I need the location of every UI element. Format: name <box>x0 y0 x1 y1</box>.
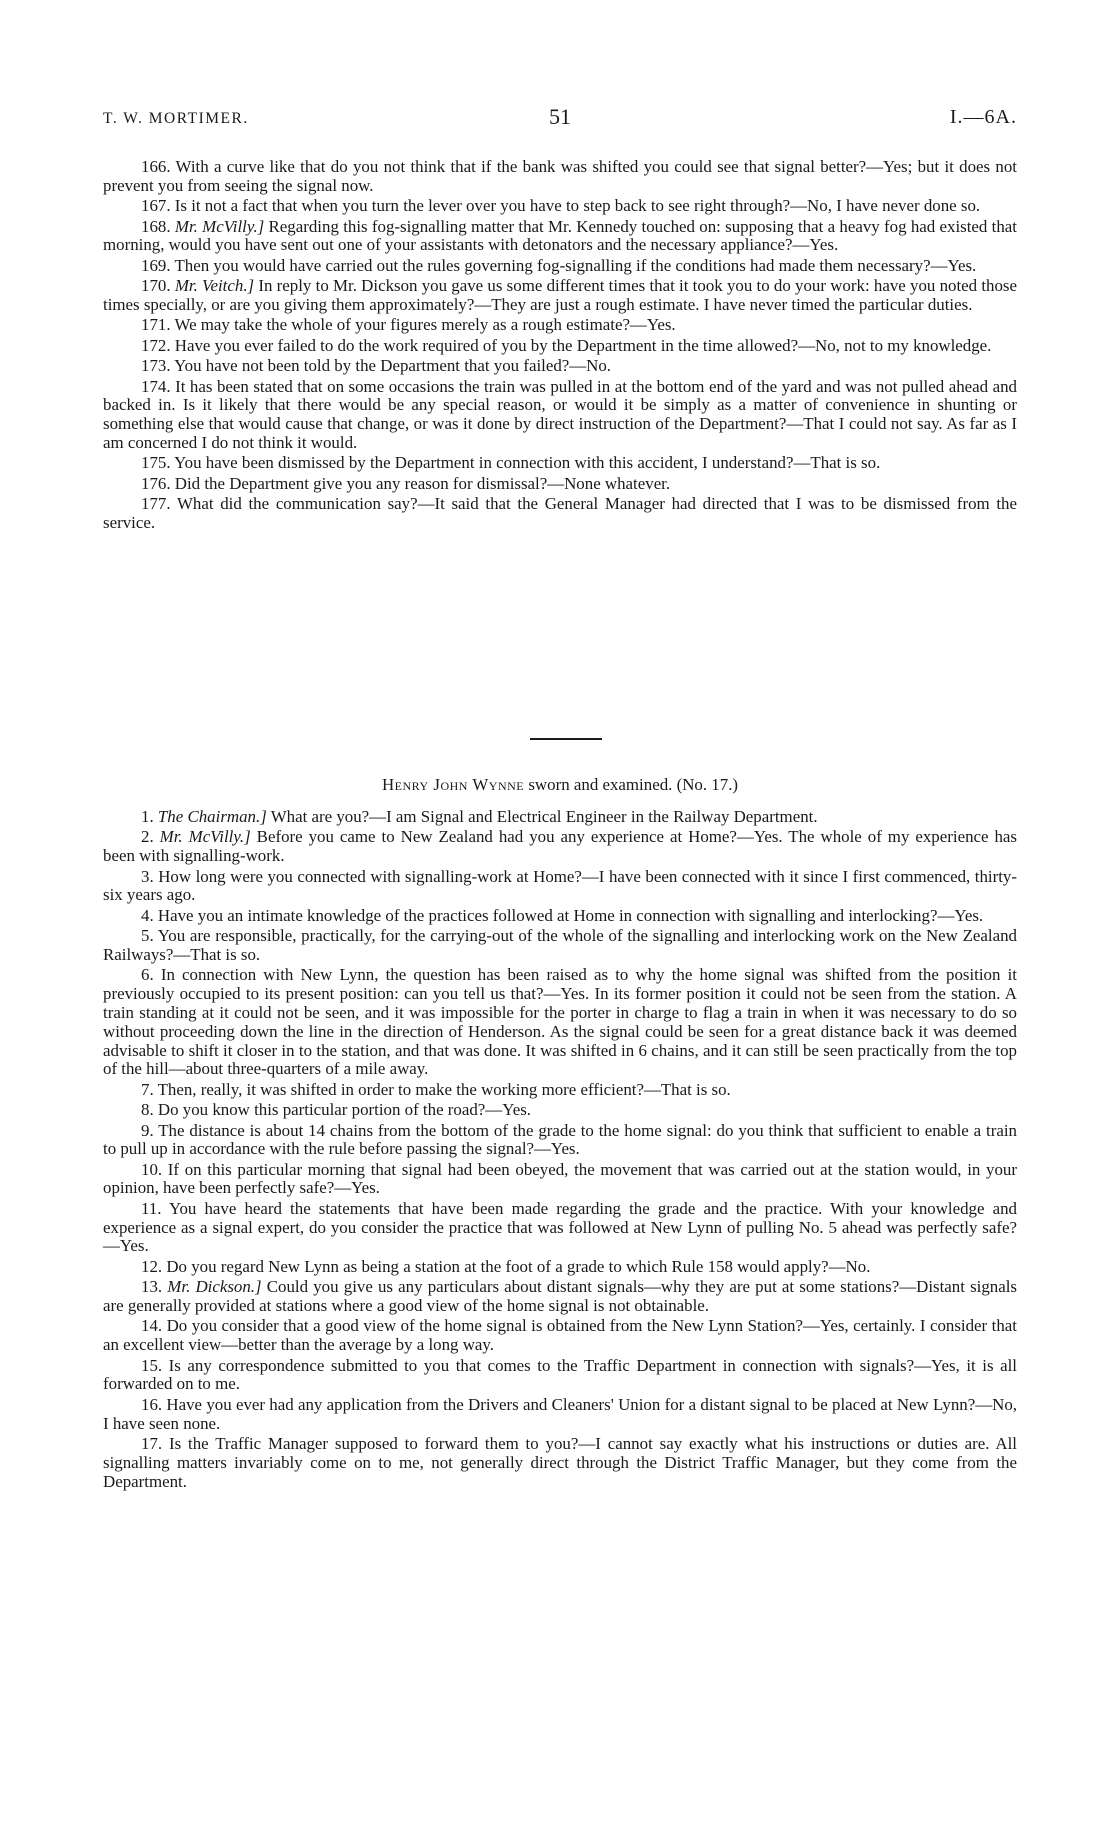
section-divider <box>530 738 602 740</box>
testimony-paragraph: 169. Then you would have carried out the rules governing fog-signalling if the conditions had made them necessary?—Yes. <box>141 255 977 275</box>
testimony-paragraph: 166. With a curve like that do you not think that if the bank was shifted you could see that signal better?—Yes; but it does not prevent you from seeing the signal now. <box>103 157 1017 195</box>
paper-reference: I.—6A. <box>949 106 1017 128</box>
mortimer-testimony <box>103 158 1017 534</box>
testimony-paragraph: 167. Is it not a fact that when you turn the lever over you have to step back to see right through?—No, I have never done so. <box>141 196 981 216</box>
question-text: In reply to Mr. Dickson you gave us some different times that it took you to do your work: have you noted those times specially, or are you giving them approximately?—They are just a rough estimate. I have never timed the particular duties. <box>103 276 1018 314</box>
testimony-paragraph: 7. Then, really, it was shifted in order to make the working more efficient?—That is so. <box>141 1079 731 1099</box>
speaker-name: Mr. Veitch.] <box>174 276 255 296</box>
speaker-name: Mr. McVilly.] <box>174 216 265 236</box>
question-number: 168. <box>141 216 171 236</box>
testimony-paragraph: 6. In connection with New Lynn, the question has been raised as to why the home signal was shifted from the position it previously occupied to its present position: can you tell us that?—Yes. In its former position it could not be seen from the station. A train standing at it could not be seen, and it was impossible for the porter in charge to flag a train in when it was necessary to do so without proceeding down the line in the direction of Henderson. As the signal could be seen for a great distance back it was deemed advisable to shift it closer in to the station, and that was done. It was shifted in 6 chains, and it can still be seen practically from the top of the hill—about three-quarters of a mile away. <box>103 965 1017 1079</box>
question-text: Regarding this fog-signalling matter that Mr. Kennedy touched on: supposing that a heavy fog had existed that morning, would you have sent out one of your assistants with detonators and the necessary appliance?—Yes. <box>103 216 1017 255</box>
question-number: 13. <box>141 1277 163 1297</box>
witness-name: Henry John Wynne <box>381 775 525 794</box>
witness-heading <box>103 775 1017 795</box>
question-number: 2. <box>141 827 154 847</box>
question-text: What are you?—I am Signal and Electrical Engineer in the Railway Department. <box>266 807 818 826</box>
question-number: 1. <box>141 807 154 826</box>
testimony-paragraph: 8. Do you know this particular portion of the road?—Yes. <box>141 1100 531 1120</box>
testimony-paragraph: 177. What did the communication say?—It said that the General Manager had directed that I was to be dismissed from the service. <box>103 494 1017 532</box>
testimony-paragraph: 173. You have not been told by the Department that you failed?—No. <box>141 356 612 376</box>
testimony-paragraph: 176. Did the Department give you any reason for dismissal?—None whatever. <box>141 473 671 493</box>
wynne-testimony <box>103 808 1017 1493</box>
testimony-paragraph <box>103 1278 1017 1316</box>
testimony-paragraph: 4. Have you an intimate knowledge of the practices followed at Home in connection with signalling and interlocking?—Yes. <box>141 905 984 925</box>
testimony-paragraph: 9. The distance is about 14 chains from the bottom of the grade to the home signal: do you think that sufficient to enable a train to pull up in accordance with the rule before passing the signal?—Yes. <box>103 1120 1017 1159</box>
testimony-paragraph: 11. You have heard the statements that have been made regarding the grade and the practice. With your knowledge and experience as a signal expert, do you consider the practice that was followed at New Lynn of pulling No. 5 ahead was perfectly safe?—Yes. <box>103 1198 1017 1256</box>
testimony-paragraph: 12. Do you regard New Lynn as being a station at the foot of a grade to which Rule 158 would apply?—No. <box>141 1256 871 1276</box>
testimony-paragraph: 172. Have you ever failed to do the work required of you by the Department in the time allowed?—No, not to my knowledge. <box>141 335 992 355</box>
testimony-paragraph: 3. How long were you connected with signalling-work at Home?—I have been connected with it since I first commenced, thirty-six years ago. <box>103 866 1017 905</box>
testimony-paragraph: 17. Is the Traffic Manager supposed to forward them to you?—I cannot say exactly what his instructions or duties are. All signalling matters invariably come on to me, not generally direct through the District Traffic Manager, but they come from the Department. <box>103 1434 1017 1491</box>
testimony-paragraph: 14. Do you consider that a good view of the home signal is obtained from the New Lynn Station?—Yes, certainly. I consider that an excellent view—better than the average by a long way. <box>103 1316 1017 1355</box>
testimony-paragraph: 171. We may take the whole of your figures merely as a rough estimate?—Yes. <box>141 315 676 335</box>
testimony-paragraph: 174. It has been stated that on some occasions the train was pulled in at the bottom end of the yard and was not pulled ahead and backed in. Is it likely that there would be any special reason, or would it be simply as a matter of convenience in shunting or something else that would cause that change, or was it done by direct instruction of the Department?—That I could not say. As far as I am concerned I do not think it would. <box>103 376 1017 452</box>
testimony-paragraph: 5. You are responsible, practically, for the carrying-out of the whole of the signalling and interlocking work on the New Zealand Railways?—That is so. <box>103 926 1017 964</box>
testimony-paragraph <box>103 828 1017 866</box>
speaker-name: Mr. Dickson.] <box>167 1277 262 1297</box>
testimony-paragraph <box>103 218 1017 256</box>
question-text: Before you came to New Zealand had you any experience at Home?—Yes. The whole of my experience has been with signalling-work. <box>103 827 1017 866</box>
speaker-name: The Chairman.] <box>157 807 267 826</box>
page-header <box>103 104 1017 132</box>
witness-heading-rest: sworn and examined. (No. 17.) <box>524 775 739 794</box>
testimony-paragraph <box>103 277 1017 315</box>
testimony-paragraph: 15. Is any correspondence submitted to you that comes to the Traffic Department in connection with signals?—Yes, it is all forwarded on to me. <box>103 1355 1017 1394</box>
testimony-paragraph <box>103 808 1017 827</box>
testimony-paragraph: 16. Have you ever had any application from the Drivers and Cleaners' Union for a distant signal to be placed at New Lynn?—No, I have seen none. <box>103 1394 1017 1433</box>
question-text: Could you give us any particulars about distant signals—why they are put at some stations?—Distant signals are generally provided at stations where a good view of the home signal is not obtainable. <box>103 1277 1017 1316</box>
testimony-paragraph: 10. If on this particular morning that signal had been obeyed, the movement that was carried out at the station would, in your opinion, have been perfectly safe?—Yes. <box>103 1159 1017 1198</box>
testimony-paragraph: 175. You have been dismissed by the Department in connection with this accident, I understand?—That is so. <box>141 453 881 473</box>
speaker-name: Mr. McVilly.] <box>159 827 251 847</box>
header-witness-name: T. W. MORTIMER. <box>103 110 249 127</box>
page-number: 51 <box>549 104 571 129</box>
question-number: 170. <box>141 276 171 296</box>
